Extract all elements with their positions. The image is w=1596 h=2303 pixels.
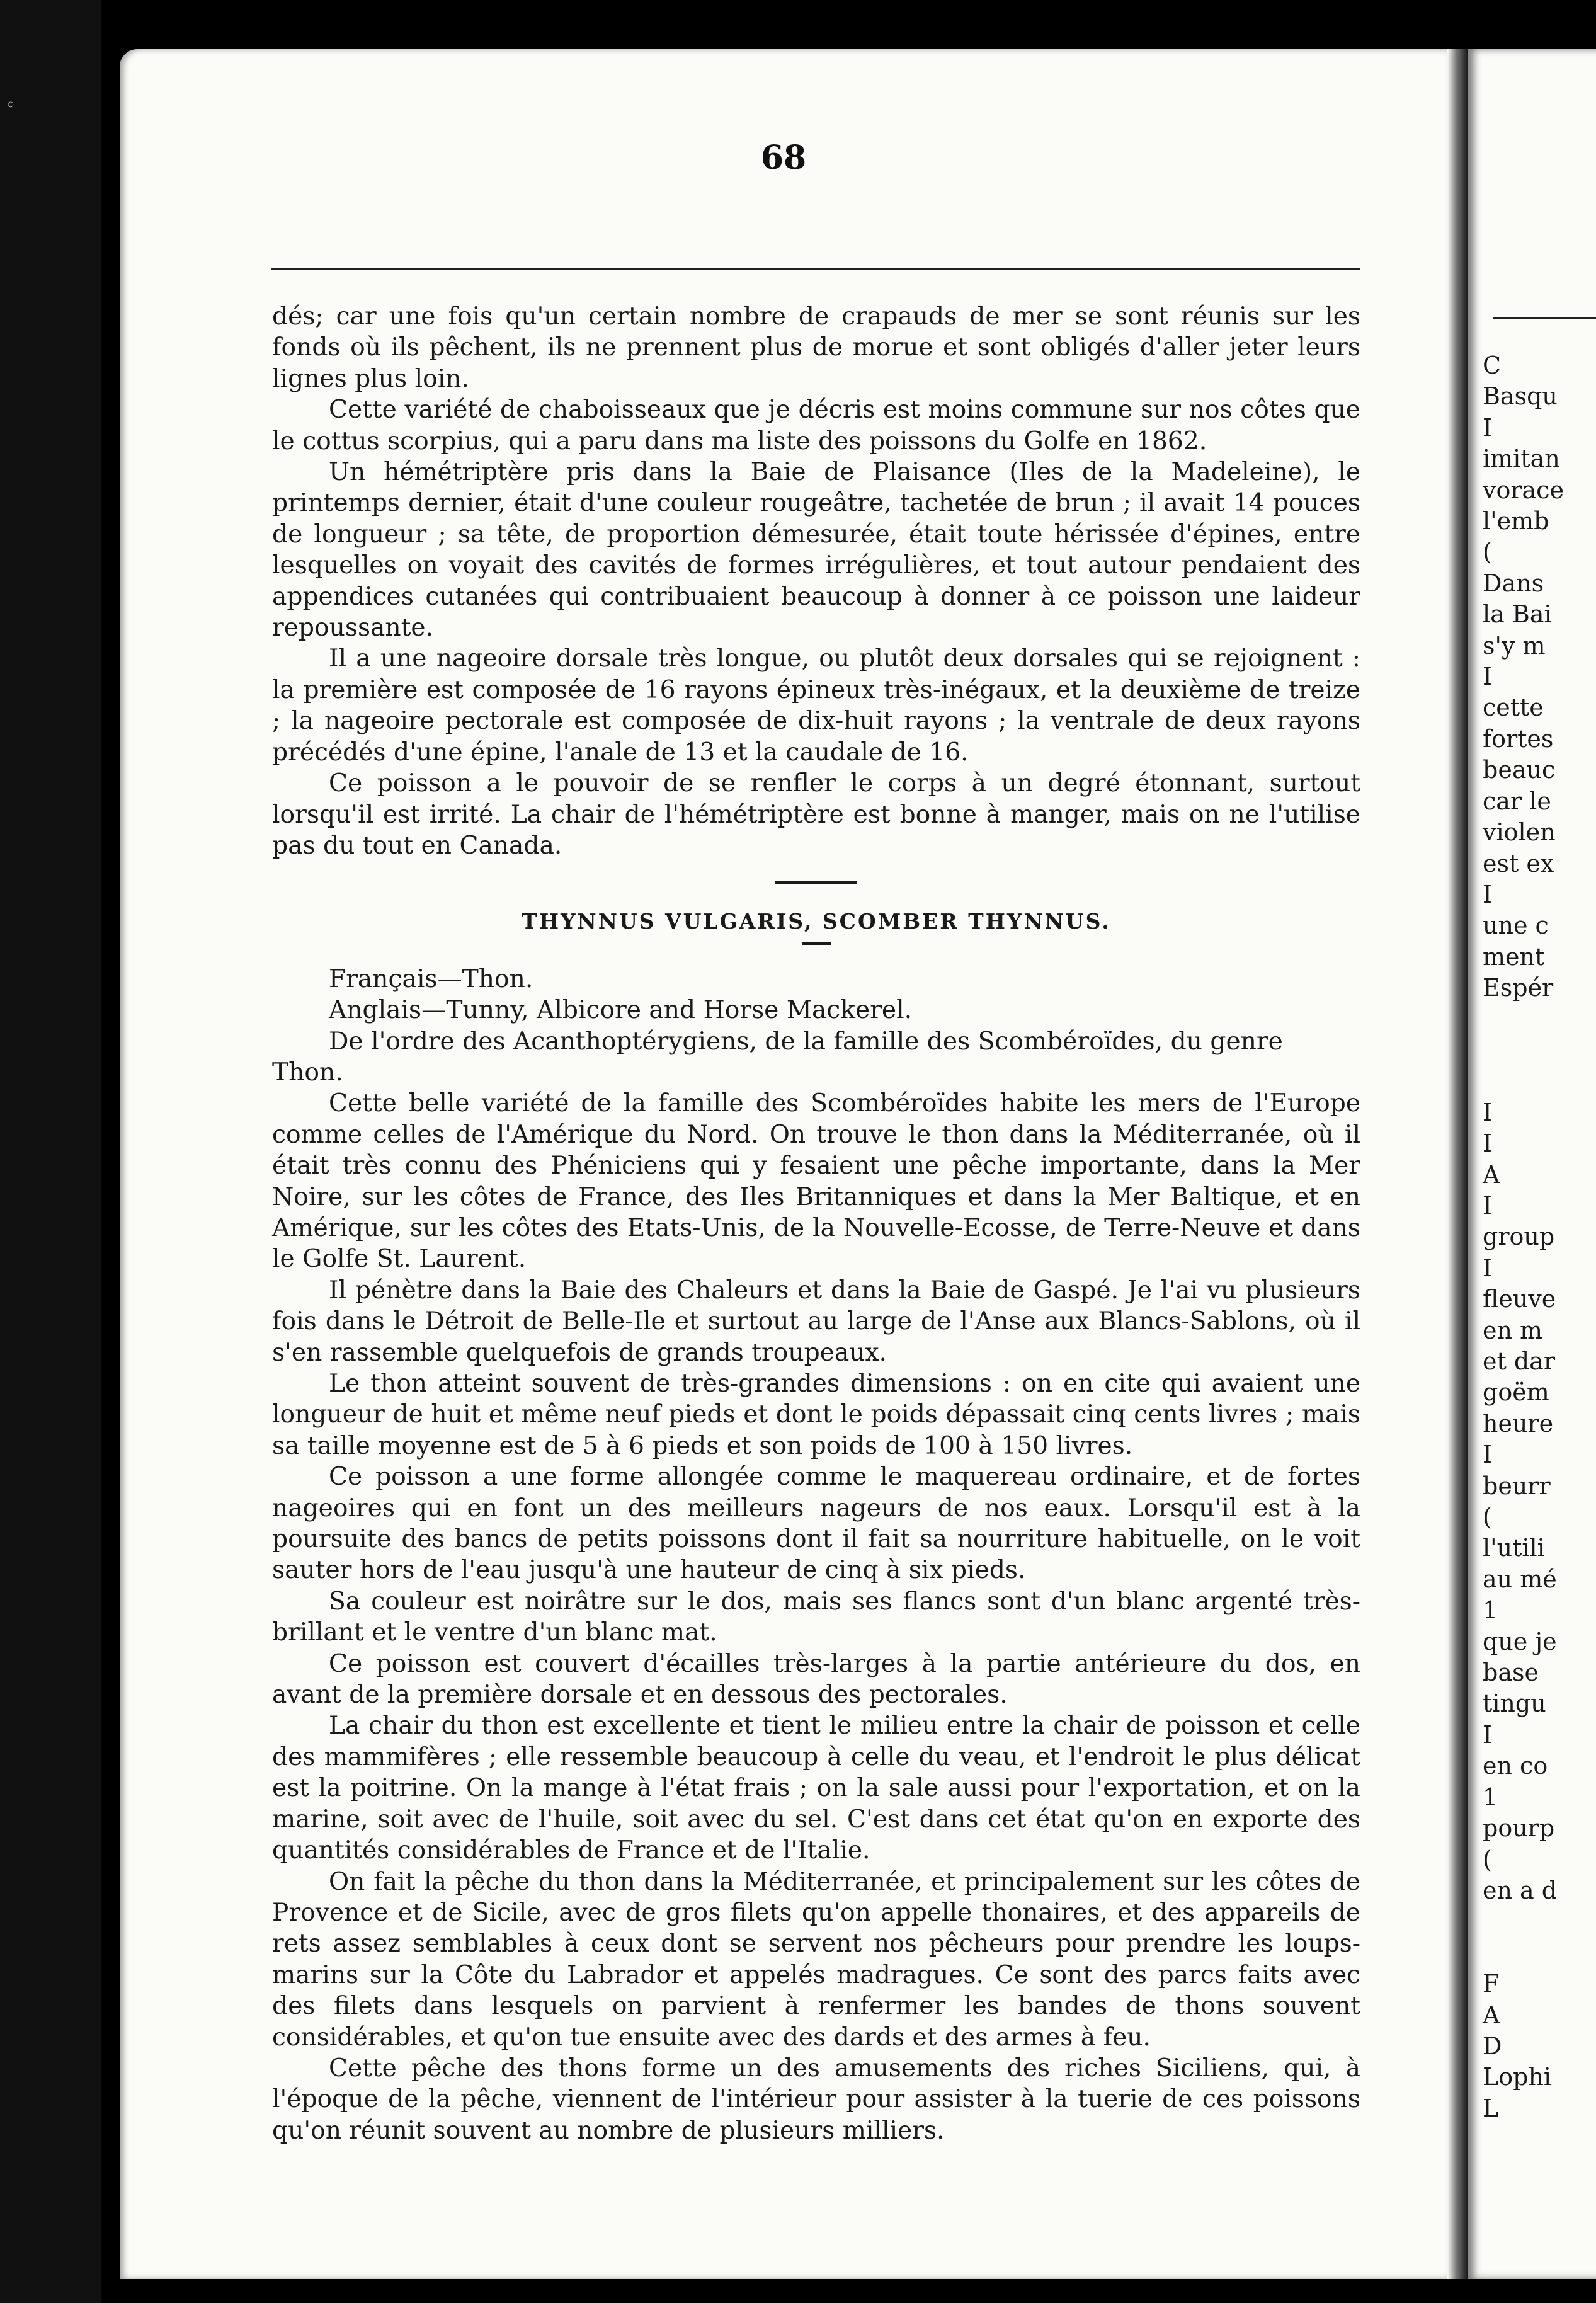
right-page-line: vorace	[1483, 476, 1564, 504]
right-page-line: A	[1483, 1160, 1500, 1189]
right-page-line: en co	[1483, 1752, 1548, 1780]
scan-left-margin	[0, 0, 101, 2303]
right-page-line: Lophi	[1483, 2063, 1552, 2091]
right-page-line: I	[1483, 1191, 1493, 1220]
right-page-line: (	[1483, 1503, 1492, 1531]
right-page-line: goëm	[1483, 1378, 1549, 1407]
name-french: Français—Thon.	[329, 964, 533, 993]
right-page-line	[1483, 1938, 1596, 1969]
right-page-line: au mé	[1483, 1565, 1557, 1593]
page-body	[272, 301, 1360, 2146]
book-gutter	[1447, 49, 1468, 2279]
paragraph: Il pénètre dans la Baie des Chaleurs et dans la Baie de Gaspé. Je l'ai vu plusieurs fois dans le Détroit de Belle-Ile et surtout au large de l'Anse aux Blancs-Sablons, où il s'en rassemble quelquefois de grands troupeaux.	[272, 1276, 1360, 1367]
name-english: Anglais—Tunny, Albicore and Horse Mackerel.	[329, 996, 913, 1025]
right-page-line: une c	[1483, 911, 1549, 940]
paragraph: Ce poisson a le pouvoir de se renfler le corps à un degré étonnant, surtout lorsqu'il est irrité. La chair de l'hémétriptère est bonne à manger, mais on ne l'utilise pas du tout en Canada.	[272, 769, 1360, 860]
right-page-line	[1483, 1004, 1596, 1035]
right-page-line: car le	[1483, 787, 1551, 815]
right-page-line: fleuve	[1483, 1285, 1556, 1313]
header-rule	[271, 268, 1360, 270]
right-page-line	[1483, 1906, 1596, 1937]
right-page-line: (	[1483, 538, 1492, 566]
right-page-line: beurr	[1483, 1472, 1551, 1500]
right-page-line: que je	[1483, 1627, 1557, 1655]
paragraph: Cette variété de chaboisseaux que je décris est moins commune sur nos côtes que le cottus scorpius, qui a paru dans ma liste des poissons du Golfe en 1862.	[272, 396, 1360, 455]
right-page-line: cette	[1483, 694, 1544, 722]
right-page-line: I	[1483, 1098, 1493, 1126]
right-page-line: Basqu	[1483, 382, 1558, 411]
right-page-line: 1	[1483, 1596, 1498, 1625]
right-page-text	[1483, 350, 1596, 2124]
right-page	[1468, 49, 1596, 2279]
right-page-line: l'utili	[1483, 1534, 1545, 1562]
page-number: 68	[760, 139, 807, 177]
right-page-line: ment	[1483, 942, 1545, 971]
paragraph: Cette belle variété de la famille des Scombéroïdes habite les mers de l'Europe comme celles de l'Amérique du Nord. On trouve le thon dans la Méditerranée, où il était très connu des Phéniciens qui y fesaient une pêche importante, dans la Mer Noire, sur les côtes de France, des Iles Britanniques et dans la Mer Baltique, et en Amérique, sur les côtes des Etats-Unis, de la Nouvelle-Ecosse, de Terre-Neuve et dans le Golfe St. Laurent.	[272, 1089, 1360, 1274]
right-page-line: D	[1483, 2032, 1502, 2060]
right-page-line: en a d	[1483, 1876, 1558, 1904]
right-page-line: heure	[1483, 1409, 1554, 1437]
right-page-line: 1	[1483, 1783, 1498, 1811]
right-page-line: I	[1483, 880, 1493, 908]
paragraph: Sa couleur est noirâtre sur le dos, mais ses flancs sont d'un blanc argenté très-brillant et le ventre d'un blanc mat.	[272, 1587, 1360, 1647]
right-page-line: imitan	[1483, 445, 1560, 473]
section-separator	[775, 881, 857, 884]
section-heading: THYNNUS VULGARIS, SCOMBER THYNNUS.	[522, 909, 1111, 934]
paragraph: On fait la pêche du thon dans la Méditerranée, et principalement sur les côtes de Provence et de Sicile, avec de gros filets qu'on appelle thonaires, et des appareils de rets assez semblables à ceux dont se servent nos pêcheurs pour prendre les loups-marins sur la Côte du Labrador et appelés madragues. Ce sont des parcs faits avec des filets dans lesquels on parvient à renfermer les bandes de thons souvent considérables, et qu'on tue ensuite avec des dards et des armes à feu.	[272, 1867, 1360, 2052]
right-page-line: group	[1483, 1223, 1555, 1251]
paragraph: Il a une nageoire dorsale très longue, ou plutôt deux dorsales qui se rejoignent : la première est composée de 16 rayons épineux très-inégaux, et la deuxième de treize ; la nageoire pectorale est composée de dix-huit rayons ; la ventrale de deux rayons précédés d'une épine, l'anale de 13 et la caudale de 16.	[272, 644, 1360, 767]
right-page-line: en m	[1483, 1316, 1543, 1344]
paragraph: Ce poisson a une forme allongée comme le maquereau ordinaire, et de fortes nageoires qui en font un des meilleurs nageurs de nos eaux. Lorsqu'il est à la poursuite des bancs de petits poissons dont il fait sa nourriture habituelle, on le voit sauter hors de l'eau jusqu'à une hauteur de cinq à six pieds.	[272, 1463, 1360, 1585]
right-page-line: A	[1483, 2001, 1500, 2029]
right-page-line: I	[1483, 413, 1493, 442]
right-page-line: (	[1483, 1845, 1492, 1873]
right-page-line: violen	[1483, 818, 1556, 847]
paragraph: La chair du thon est excellente et tient le milieu entre la chair de poisson et celle des mammifères ; elle ressemble beaucoup à celle du veau, et l'endroit le plus délicat est la poitrine. On la mange à l'état frais ; on la sale aussi pour l'exportation, et on la marine, soit avec de l'huile, soit avec du sel. C'est dans cet état qu'on en exporte des quantités considérables de France et de l'Italie.	[272, 1712, 1360, 1865]
right-page-line: s'y m	[1483, 631, 1546, 660]
right-page-rule	[1493, 317, 1596, 319]
right-page-line: I	[1483, 663, 1493, 691]
scan-speck: ◦	[5, 94, 16, 117]
right-page-line: base	[1483, 1659, 1539, 1687]
right-page-line: I	[1483, 1441, 1493, 1469]
right-page-line: beauc	[1483, 756, 1556, 784]
paragraph: Cette pêche des thons forme un des amusements des riches Siciliens, qui, à l'époque de la pêche, viennent de l'intérieur pour assister à la tuerie de ces poissons qu'on réunit souvent au nombre de plusieurs milliers.	[272, 2054, 1360, 2145]
right-page-line: l'emb	[1483, 507, 1549, 535]
paragraph: dés; car une fois qu'un certain nombre de crapauds de mer se sont réunis sur les fonds où ils pêchent, ils ne prennent plus de morue et sont obligés d'aller jeter leurs lignes plus loin.	[272, 302, 1360, 393]
right-page-line: C	[1483, 351, 1502, 379]
right-page-line: F	[1483, 1970, 1500, 1998]
paragraph: Un hémétriptère pris dans la Baie de Plaisance (Iles de la Madeleine), le printemps dernier, était d'une couleur rougeâtre, tachetée de brun ; il avait 14 pouces de longueur ; sa tête, de proportion démesurée, était toute hérissée d'épines, entre lesquelles on voyait des cavités de formes irrégulières, et tout autour pendaient des appendices cutanées qui contribuaient beaucoup à donner à ce poisson une laideur repoussante.	[272, 458, 1360, 643]
paragraph: Le thon atteint souvent de très-grandes dimensions : on en cite qui avaient une longueur de huit et même neuf pieds et dont le poids dépassait cinq cents livres ; mais sa taille moyenne est de 5 à 6 pieds et son poids de 100 à 150 livres.	[272, 1369, 1360, 1460]
right-page-line	[1483, 1066, 1596, 1097]
right-page-line: fortes	[1483, 724, 1554, 753]
right-page-line: la Bai	[1483, 600, 1552, 629]
right-page-line: Dans	[1483, 569, 1544, 597]
classification: De l'ordre des Acanthoptérygiens, de la famille des Scombéroïdes, du genre Thon.	[272, 1027, 1283, 1087]
right-page-line: I	[1483, 1129, 1493, 1158]
right-page-line: tingu	[1483, 1689, 1546, 1718]
heading-dash	[802, 942, 831, 945]
right-page-line: et dar	[1483, 1347, 1555, 1375]
right-page-line: I	[1483, 1720, 1493, 1749]
right-page-line: pourp	[1483, 1814, 1555, 1843]
right-page-line: I	[1483, 1254, 1493, 1282]
right-page-line	[1483, 1035, 1596, 1066]
right-page-line: Espér	[1483, 974, 1554, 1002]
right-page-line: est ex	[1483, 849, 1554, 877]
right-page-line: L	[1483, 2094, 1499, 2122]
paragraph: Ce poisson est couvert d'écailles très-larges à la partie antérieure du dos, en avant de la première dorsale et en dessous des pectorales.	[272, 1649, 1360, 1710]
